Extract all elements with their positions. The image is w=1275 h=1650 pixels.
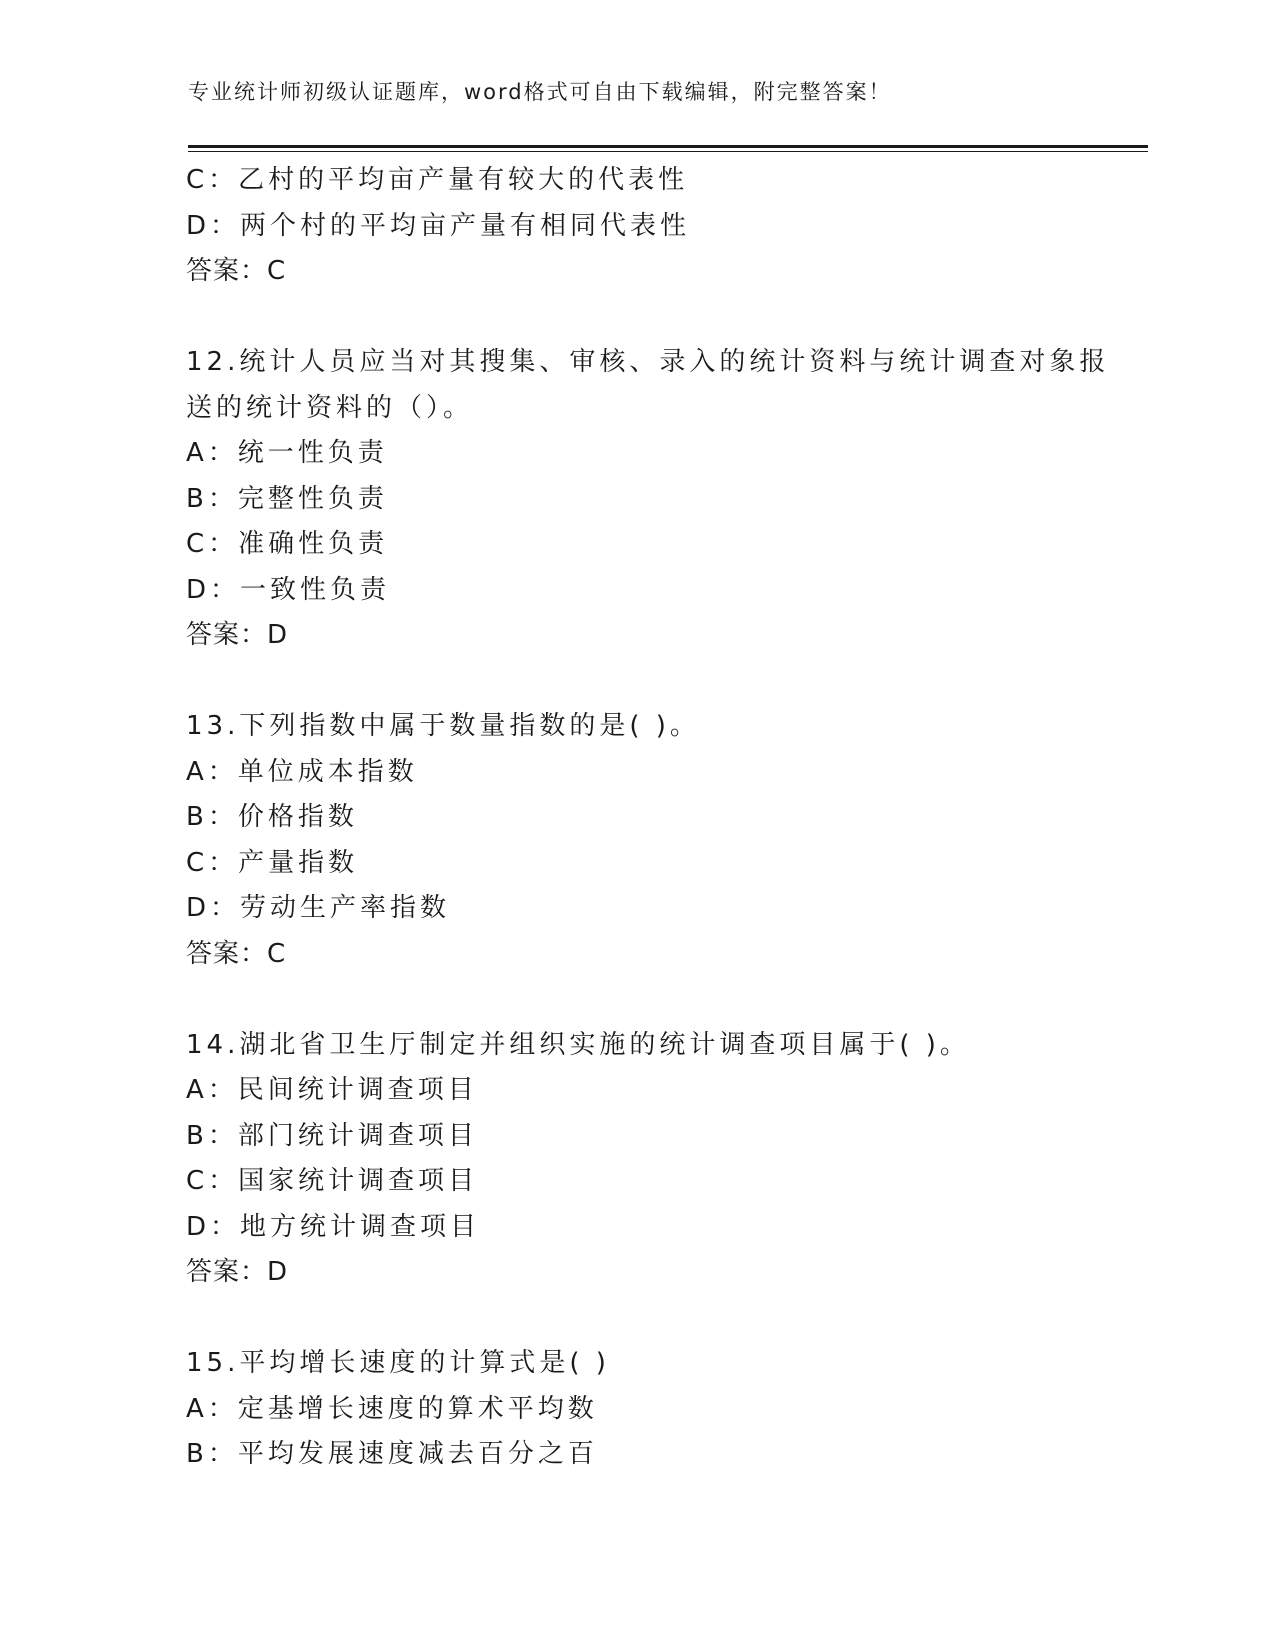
option-b: B：部门统计调查项目 <box>186 1120 478 1151</box>
option-a: A：定基增长速度的算术平均数 <box>186 1393 598 1424</box>
question-15 <box>186 1341 1106 1478</box>
page-header: 专业统计师初级认证题库，word格式可自由下载编辑，附完整答案！ <box>188 80 892 104</box>
option-c: C：产量指数 <box>186 847 359 878</box>
question-stem: 13.下列指数中属于数量指数的是( )。 <box>186 711 700 741</box>
question-stem: 14.湖北省卫生厅制定并组织实施的统计调查项目属于( )。 <box>186 1029 970 1060</box>
spacer <box>186 295 1106 341</box>
option-b: B：完整性负责 <box>186 483 388 514</box>
header-rule-thin <box>188 151 1148 152</box>
option-b: B：价格指数 <box>186 802 358 832</box>
option-b: B：平均发展速度减去百分之百 <box>186 1439 598 1469</box>
option-d: D：劳动生产率指数 <box>186 893 451 923</box>
spacer <box>186 977 1106 1023</box>
answer-line: 答案：C <box>186 938 287 969</box>
answer-line: 答案：D <box>186 620 289 650</box>
option-a: A：民间统计调查项目 <box>186 1075 478 1105</box>
question-12 <box>186 340 1110 659</box>
answer-line: 答案：C <box>186 256 287 286</box>
option-a: A：统一性负责 <box>186 438 388 468</box>
header-rule-thick <box>188 145 1148 148</box>
option-c: C：国家统计调查项目 <box>186 1166 479 1196</box>
question-stem: 15.平均增长速度的计算式是( ) <box>186 1348 610 1378</box>
question-stem-line-1: 12.统计人员应当对其搜集、审核、录入的统计资料与统计调查对象报 <box>186 347 1110 377</box>
option-d: D：一致性负责 <box>186 574 391 605</box>
question-14 <box>186 1023 1106 1296</box>
option-d: D：两个村的平均亩产量有相同代表性 <box>186 210 691 241</box>
question-11-tail <box>186 158 1106 295</box>
option-c: C：乙村的平均亩产量有较大的代表性 <box>186 165 689 195</box>
question-13 <box>186 704 1106 977</box>
option-c: C：准确性负责 <box>186 529 389 559</box>
spacer <box>186 659 1106 705</box>
option-d: D：地方统计调查项目 <box>186 1211 481 1242</box>
spacer <box>186 1296 1106 1342</box>
answer-line: 答案：D <box>186 1257 289 1287</box>
question-list <box>186 158 1110 1478</box>
question-stem-line-2: 送的统计资料的（）。 <box>186 392 474 423</box>
option-a: A：单位成本指数 <box>186 756 418 787</box>
